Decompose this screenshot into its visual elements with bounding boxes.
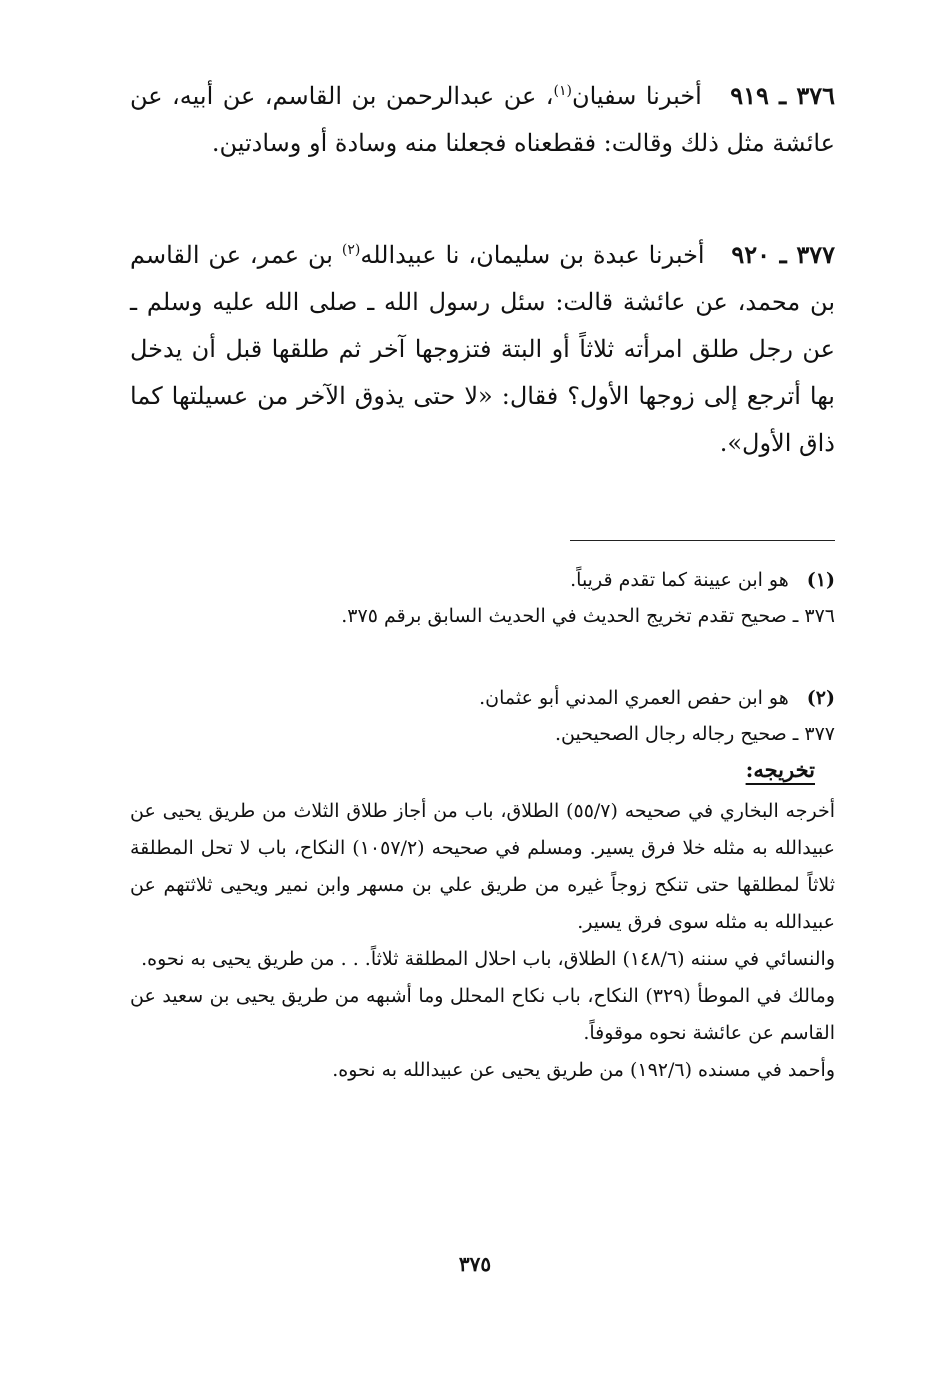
footnote-marker: (١) (806, 569, 835, 591)
footnote-ref: (٢) (341, 242, 361, 258)
footnote-grade-377: ٣٧٧ ـ صحيح رجاله رجال الصحيحين. (554, 723, 835, 745)
takhrij-paragraph: وأحمد في مسنده (١٩٢/٦) من طريق يحيى عن عبيدالله به نحوه. (332, 1059, 835, 1081)
takhrij-paragraph: ومالك في الموطأ (٣٢٩) النكاح، باب نكاح المحلل وما أشبهه من طريق يحيى بن سعيد عن القاسم عن عائشة نحوه موقوفاً. (130, 985, 835, 1044)
hadith-text-cont: ، عن عبدالرحمن بن القاسم، عن أبيه، عن عائشة مثل ذلك وقالت: فقطعناه فجعلنا منه وسادة أو وسادتين. (130, 82, 835, 157)
footnote-text: هو ابن حفص العمري المدني أبو عثمان. (479, 687, 789, 709)
footnote-marker: (٢) (806, 687, 835, 709)
footnote-separator (570, 540, 835, 541)
hadith-377 (130, 231, 835, 467)
takhrij-paragraph: والنسائي في سننه (١٤٨/٦) الطلاق، باب احلال المطلقة ثلاثاً. . . من طريق يحيى به نحوه. (141, 948, 835, 970)
footnote-grade-376: ٣٧٦ ـ صحيح تقدم تخريج الحديث في الحديث السابق برقم ٣٧٥. (341, 605, 835, 627)
hadith-text: أخبرنا سفيان (571, 82, 702, 110)
hadith-number: ٣٧٧ ـ ٩٢٠ (731, 240, 835, 269)
hadith-376 (130, 72, 835, 167)
hadith-number: ٣٧٦ ـ ٩١٩ (730, 81, 835, 110)
page-number: ٣٧٥ (458, 1252, 492, 1276)
takhrij-paragraph: أخرجه البخاري في صحيحه (٥٥/٧) الطلاق، باب من أجاز طلاق الثلاث من طريق يحيى عن عبيدالله به مثله خلا فرق يسير. ومسلم في صحيحه (١٠٥٧/٢) النكاح، باب لا تحل المطلقة ثلاثاً لمطلقها حتى تنكح زوجاً غيره من طريق علي بن مسهر وابن نمير ويحيى ثلاثتهم عن عبيدالله به مثله سوى فرق يسير. (130, 800, 836, 933)
hadith-text-cont: بن عمر، عن القاسم بن محمد، عن عائشة قالت: سئل رسول الله ـ صلى الله عليه وسلم ـ عن رجل طلق امرأته ثلاثاً أو البتة فتزوجها آخر ثم طلقها قبل أن يدخل بها أترجع إلى زوجها الأول؟ فقال: «لا حتى يذوق الآخر من عسيلتها كما ذاق الأول». (130, 241, 835, 457)
footnote-1 (130, 562, 835, 634)
footnote-text: هو ابن عيينة كما تقدم قريباً. (570, 569, 789, 591)
footnote-ref: (١) (553, 83, 572, 99)
takhrij-body (130, 793, 835, 1089)
footnote-2 (130, 680, 835, 789)
hadith-text: أخبرنا عبدة بن سليمان، نا عبيدالله (360, 241, 705, 269)
takhrij-heading: تخريجه: (745, 757, 815, 782)
